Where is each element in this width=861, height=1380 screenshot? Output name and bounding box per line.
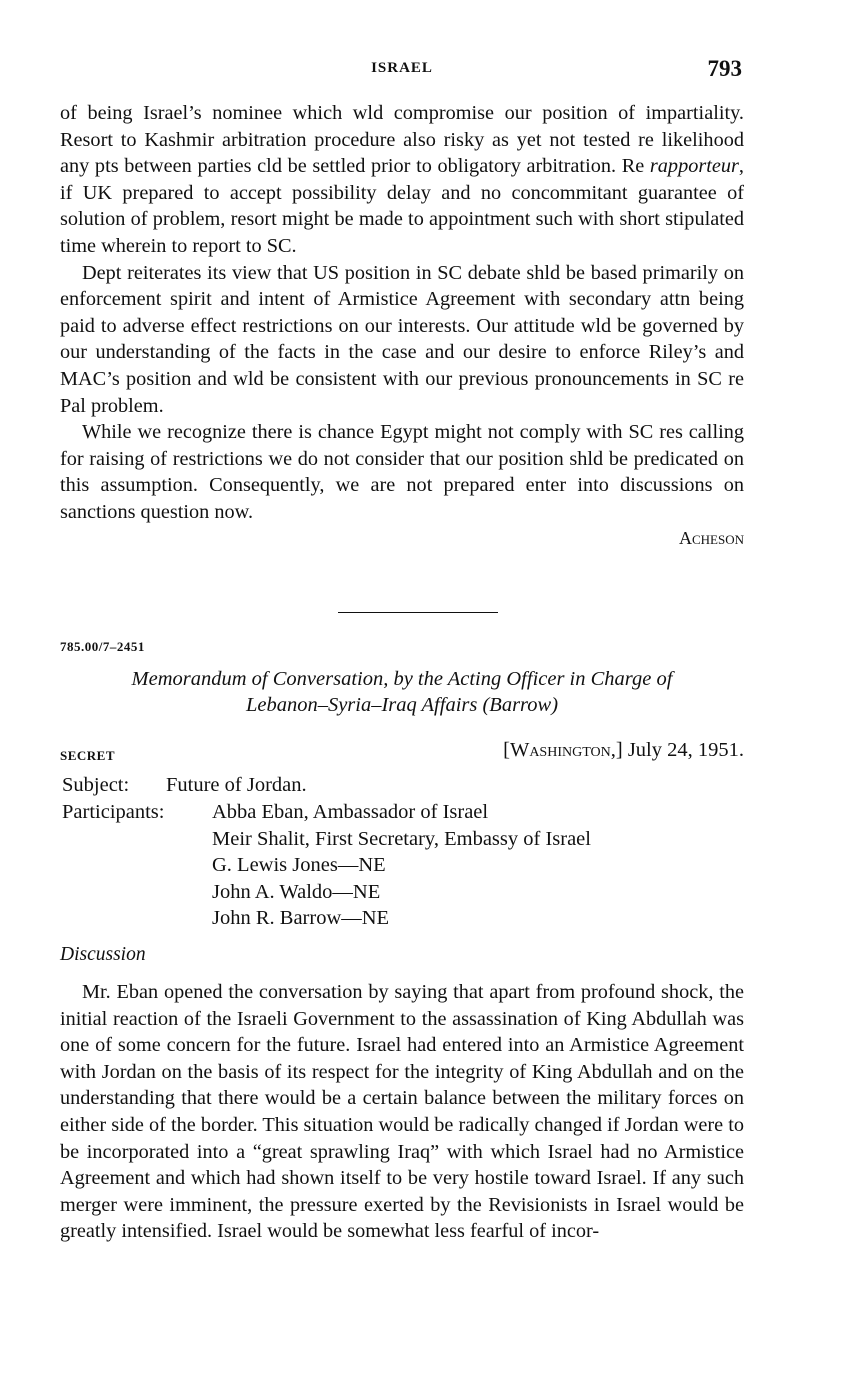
page-header	[60, 56, 744, 86]
participants-block	[60, 799, 744, 939]
dateline-place: [Washington,]	[503, 739, 623, 761]
discussion-paragraph: Mr. Eban opened the conversation by saying that apart from profound shock, the initial reaction of the Israeli Government to the assassination of King Abdullah was one of some concern for the future. Israel had entered into an Armistice Agreement with Jordan on the basis of its respect for the integrity of King Abdullah and on the understanding that there would be a certain balance between the military forces on either side of the border. This situation would be radically changed if Jordan were to be incorporated into a “great sprawling Iraq” with which Israel had no Armistice Agreement and which had shown itself to be very hostile toward Israel. If any such merger were imminent, the pressure exerted by the Revisionists in Israel would be greatly intensified. Israel would be somewhat less fearful of incor-	[60, 981, 744, 1243]
participants-list	[212, 799, 591, 932]
subject-row	[60, 772, 744, 799]
body-paragraph-1: of being Israel’s nominee which wld compromise our position of impartiality. Resort to Kashmir arbitration procedure also risky as yet not tested re likelihood any pts between parties cld be settled prior to obligatory arbitration. Re rapporteur, if UK prepared to accept possibility delay and no concommitant guarantee of solution of problem, resort might be made to appointment such with short stipulated time wherein to report to SC.	[60, 102, 744, 257]
participant: John R. Barrow—NE	[212, 907, 390, 929]
signature: Acheson	[678, 527, 744, 548]
body-paragraph-3: While we recognize there is chance Egypt might not comply with SC res calling for raising of restrictions we do not consider that our position shld be predicated on this assumption. Consequently, we are not prepared enter into discussions on sanctions question now.	[60, 421, 744, 523]
discussion-body	[60, 979, 744, 1245]
participant: Meir Shalit, First Secretary, Embassy of Israel	[212, 827, 591, 850]
document-title-line-1: Memorandum of Conversation, by the Acting Officer in Charge of	[131, 668, 673, 690]
subject-label: Subject:	[62, 774, 130, 796]
classification-label: SECRET	[60, 748, 116, 763]
body-paragraph-2: Dept reiterates its view that US position in SC debate shld be based primarily on enforcement spirit and intent of Armistice Agreement with secondary attn being paid to adverse effect restrictions on our interests. Our attitude wld be governed by our understanding of the facts in the case and our desire to enforce Riley’s and MAC’s position and wld be consistent with our previous pronouncements in SC re Pal problem.	[60, 261, 744, 417]
participant: John A. Waldo—NE	[212, 880, 381, 903]
participant: Abba Eban, Ambassador of Israel	[212, 801, 489, 823]
participants-label: Participants:	[62, 801, 165, 823]
running-title: ISRAEL	[371, 60, 433, 76]
subject-value: Future of Jordan.	[166, 774, 307, 796]
previous-document-body	[60, 100, 744, 550]
section-title: Discussion	[60, 944, 146, 965]
dateline-date: July 24, 1951.	[627, 739, 744, 761]
page-number: 793	[707, 56, 742, 81]
dateline	[503, 739, 744, 762]
document-title	[60, 666, 744, 718]
file-number: 785.00/7–2451	[60, 639, 145, 654]
document-title-line-2: Lebanon–Syria–Iraq Affairs (Barrow)	[245, 694, 559, 716]
participant: G. Lewis Jones—NE	[212, 854, 386, 876]
section-divider	[338, 612, 498, 613]
